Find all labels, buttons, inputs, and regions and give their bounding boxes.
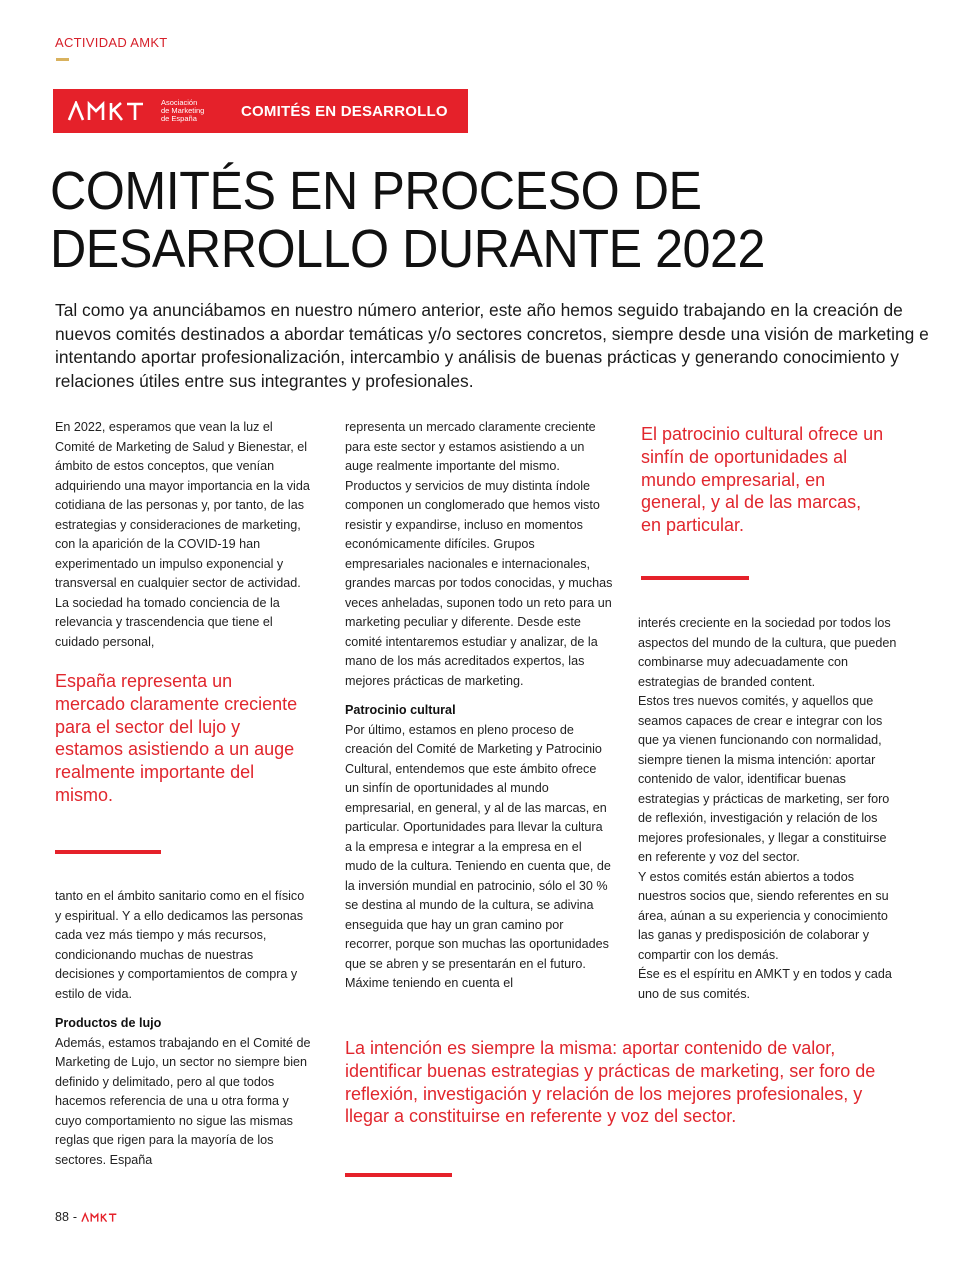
banner-title: COMITÉS EN DESARROLLO: [241, 103, 448, 120]
quote-divider: [345, 1173, 452, 1177]
committee-banner: [53, 89, 468, 133]
headline-line: COMITÉS EN PROCESO DE: [50, 161, 702, 221]
lead-paragraph: Tal como ya anunciábamos en nuestro número anterior, este año hemos seguido trabajando en la creación de nuevos comités destinados a abordar temáticas y/o sectores concretos, siempre desde una visión de marketing e intentando aportar profesionalización, intercambio y análisis de buenas prácticas y generando conocimiento y relaciones útiles entre sus integrantes y profesionales.: [55, 300, 929, 391]
association-line: de España: [161, 114, 197, 123]
pull-quote-intention: La intención es siempre la misma: aportar contenido de valor, identificar buenas estrategias y prácticas de marketing, ser foro de reflexión, investigación y relación de los mejores profesionales, y llegar a constituirse en referente y voz del sector.: [345, 1038, 876, 1127]
section-dash-divider: [56, 58, 69, 61]
column-1-top: [55, 418, 313, 652]
page-number: 88: [55, 1210, 69, 1224]
body-paragraph: Estos tres nuevos comités, y aquellos que seamos capaces de crear e integrar con los que ya vienen funcionando con normalidad, siempre tienen la misma intención: aportar contenido de valor, identificar buenas estrategias y prácticas de marketing, ser foro de reflexión, investigación y relación de los mejores profesionales, y llegar a constituirse en referente y voz del sector.: [638, 694, 890, 864]
body-paragraph: interés creciente en la sociedad por todos los aspectos del mundo de la cultura, que pueden combinarse muy adecuadamente con estrategias de branded content.: [638, 616, 897, 689]
section-label: ACTIVIDAD AMKT: [55, 35, 168, 50]
footer-separator: -: [72, 1210, 78, 1224]
association-text: [161, 99, 204, 123]
footer-brand-logo-icon: [81, 1212, 121, 1223]
page-footer: [55, 1210, 121, 1224]
quote-divider: [641, 576, 749, 580]
column-2: [345, 418, 613, 994]
association-line: de Marketing: [161, 106, 205, 115]
subheading-luxury: Productos de lujo: [55, 1016, 162, 1030]
headline-line: DESARROLLO DURANTE 2022: [50, 219, 765, 279]
subheading-cultural: Patrocinio cultural: [345, 703, 456, 717]
quote-divider: [55, 850, 161, 854]
pull-quote-luxury: España representa un mercado claramente creciente para el sector del lujo y estamos asistiendo a un auge realmente importante del mismo.: [55, 671, 298, 805]
body-paragraph: Además, estamos trabajando en el Comité de Marketing de Lujo, un sector no siempre bien definido y delimitado, pero al que todos hacemos referencia de una u otra forma y cuyo comportamiento no sigue las mismas reglas que rigen para la mayoría de los sectores. España: [55, 1035, 311, 1167]
amkt-logo-icon: [67, 98, 153, 124]
column-1-bottom: [55, 887, 313, 1170]
body-paragraph: Ése es el espíritu en AMKT y en todos y cada uno de sus comités.: [638, 967, 892, 1001]
body-paragraph: representa un mercado claramente creciente para este sector y estamos asistiendo a un auge realmente importante del mismo. Productos y servicios de muy distinta índole componen un conglomerado que hemos visto resistir y expandirse, incluso en momentos económicamente difíciles. Grupos empresariales nacionales e internacionales, grandes marcas por todos conocidas, y muchas veces anheladas, suponen todo un reto para un marketing peculiar y diferente. Desde este comité intentaremos estudiar y analizar, de la mano de los más acreditados expertos, las mejores prácticas de marketing.: [345, 420, 613, 688]
body-paragraph: Y estos comités están abiertos a todos nuestros socios que, siendo referentes en su área, aúnan a su experiencia y conocimiento las ganas y predisposición de colaborar y compartir con los demás.: [638, 869, 889, 962]
body-paragraph: tanto en el ámbito sanitario como en el físico y espiritual. Y a ello dedicamos las personas cada vez más tiempo y más recursos, condicionando muchas de nuestras decisiones y comportamientos de compra y estilo de vida.: [55, 889, 305, 1001]
column-3: [638, 614, 903, 1004]
page-title: [50, 162, 868, 278]
association-line: Asociación: [161, 98, 198, 107]
pull-quote-cultural: El patrocinio cultural ofrece un sinfín de oportunidades al mundo empresarial, en general, y al de las marcas, en particular.: [641, 424, 884, 536]
body-paragraph: Por último, estamos en pleno proceso de creación del Comité de Marketing y Patrocinio Cultural, entendemos que este ámbito ofrece un sinfín de oportunidades al mundo empresarial, en general, y al de las marcas, en particular. Oportunidades para llevar la cultura a la empresa e integrar a la empresa en el mudo de la cultura. Teniendo en cuenta que, de la inversión mundial en patrocinio, sólo el 30 % se destina al mundo de la cultura, se adivina enseguida que hay un gran camino por recorrer, porque son muchas las oportunidades que se abren y se presentarán en el futuro. Máxime teniendo en cuenta el: [345, 722, 611, 990]
body-paragraph: En 2022, esperamos que vean la luz el Comité de Marketing de Salud y Bienestar, el ámbito de estos conceptos, que venían adquiriendo una mayor importancia en la vida cotidiana de las personas y, por tanto, de las estrategias y consideraciones de marketing, con la aparición de la COVID-19 han experimentado un impulso exponencial y transversal en cualquier sector de actividad. La sociedad ha tomado conciencia de la relevancia y trascendencia que tiene el cuidado personal,: [55, 420, 310, 649]
